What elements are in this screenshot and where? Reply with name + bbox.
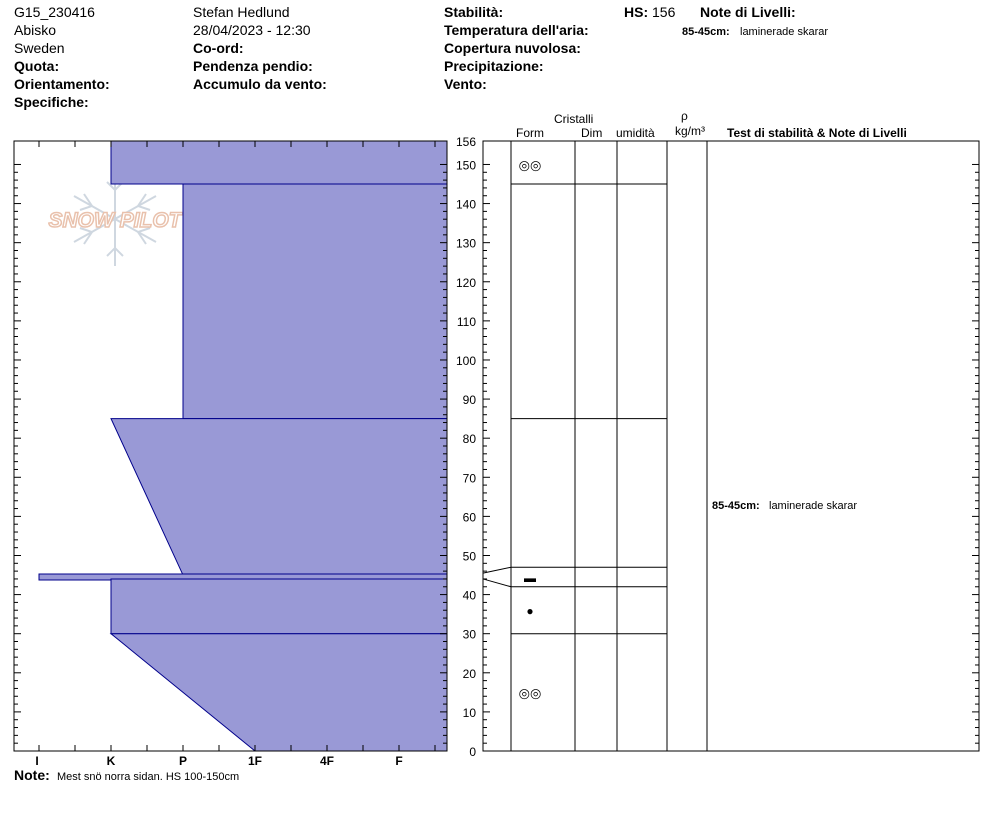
- snowpilot-watermark: [49, 172, 184, 266]
- watermark-text: SNOW PILOT: [48, 209, 182, 232]
- stabilita-label: Stabilità:: [444, 4, 504, 20]
- y-tick-label: 30: [462, 627, 476, 642]
- header-layer-note-range: 85-45cm:: [682, 26, 730, 38]
- y-tick-label: 40: [462, 588, 476, 603]
- y-tick-label: 140: [455, 197, 476, 212]
- table-frame: [483, 141, 979, 751]
- grain-form-symbol: ◎◎: [518, 157, 542, 173]
- y-tick-label: 120: [455, 275, 476, 290]
- y-tick-label: 20: [462, 666, 476, 681]
- hardness-layer-5: [111, 634, 447, 751]
- hardness-layer-1: [183, 184, 447, 419]
- datetime: 28/04/2023 - 12:30: [193, 22, 311, 38]
- y-tick-label: 100: [455, 353, 476, 368]
- grain-table: [483, 141, 979, 751]
- orientamento-label: Orientamento:: [14, 76, 110, 92]
- boundary-connector: [483, 567, 511, 573]
- y-tick-label: 10: [462, 705, 476, 720]
- y-tick-label: 80: [462, 432, 476, 447]
- y-tick-label: 156: [455, 135, 476, 149]
- y-tick-label: 50: [462, 549, 476, 564]
- location: Abisko: [14, 22, 57, 38]
- x-tick-label: K: [106, 754, 116, 768]
- quota-label: Quota:: [14, 58, 60, 74]
- temperatura-label: Temperatura dell'aria:: [444, 22, 589, 38]
- pendenza-label: Pendenza pendio:: [193, 58, 313, 74]
- umidita-header: umidità: [616, 126, 655, 140]
- precipitazione-label: Precipitazione:: [444, 58, 544, 74]
- stability-note-text: laminerade skarar: [769, 500, 858, 512]
- y-tick-label: 130: [455, 236, 476, 251]
- boundary-connector: [483, 579, 511, 587]
- country: Sweden: [14, 40, 65, 56]
- hs-value: 156: [652, 4, 676, 20]
- site-id: G15_230416: [14, 4, 95, 20]
- x-tick-label: F: [395, 754, 403, 768]
- dim-header: Dim: [581, 126, 603, 140]
- grain-form-symbol: ◎◎: [518, 685, 542, 701]
- y-tick-label: 70: [462, 471, 476, 486]
- vento-label: Vento:: [444, 76, 487, 92]
- stability-note-range: 85-45cm:: [712, 500, 760, 512]
- observer: Stefan Hedlund: [193, 4, 290, 20]
- grain-form-symbol: ●: [526, 604, 534, 619]
- hardness-layer-2: [111, 419, 447, 575]
- accumulo-label: Accumulo da vento:: [193, 76, 327, 92]
- rho-header: ρ: [681, 109, 688, 123]
- specifiche-label: Specifiche:: [14, 94, 89, 110]
- copertura-label: Copertura nuvolosa:: [444, 40, 581, 56]
- coord-label: Co-ord:: [193, 40, 244, 56]
- header-layer-note-text: laminerade skarar: [740, 26, 829, 38]
- hardness-layer-4: [111, 579, 447, 634]
- grain-form-symbol: ▬: [524, 570, 536, 585]
- test-column-header: Test di stabilità & Note di Livelli: [727, 126, 907, 140]
- y-tick-label: 150: [455, 158, 476, 173]
- x-tick-label: 1F: [247, 754, 263, 768]
- form-header: Form: [516, 126, 544, 140]
- hardness-profile: [39, 141, 447, 751]
- note-text: Mest snö norra sidan. HS 100-150cm: [57, 771, 240, 783]
- hardness-layer-0: [111, 141, 447, 184]
- hs-label: HS:: [624, 4, 649, 20]
- cristalli-header: Cristalli: [554, 112, 594, 126]
- y-tick-label: 0: [469, 745, 476, 759]
- x-tick-label: P: [178, 754, 188, 768]
- density-unit-header: kg/m³: [675, 124, 705, 138]
- x-tick-label: I: [35, 754, 39, 768]
- y-tick-label: 60: [462, 510, 476, 525]
- y-tick-label: 90: [462, 393, 476, 408]
- note-livelli-label: Note di Livelli:: [700, 4, 796, 20]
- note-label: Note:: [14, 767, 50, 783]
- x-tick-label: 4F: [319, 754, 335, 768]
- y-tick-label: 110: [456, 314, 476, 329]
